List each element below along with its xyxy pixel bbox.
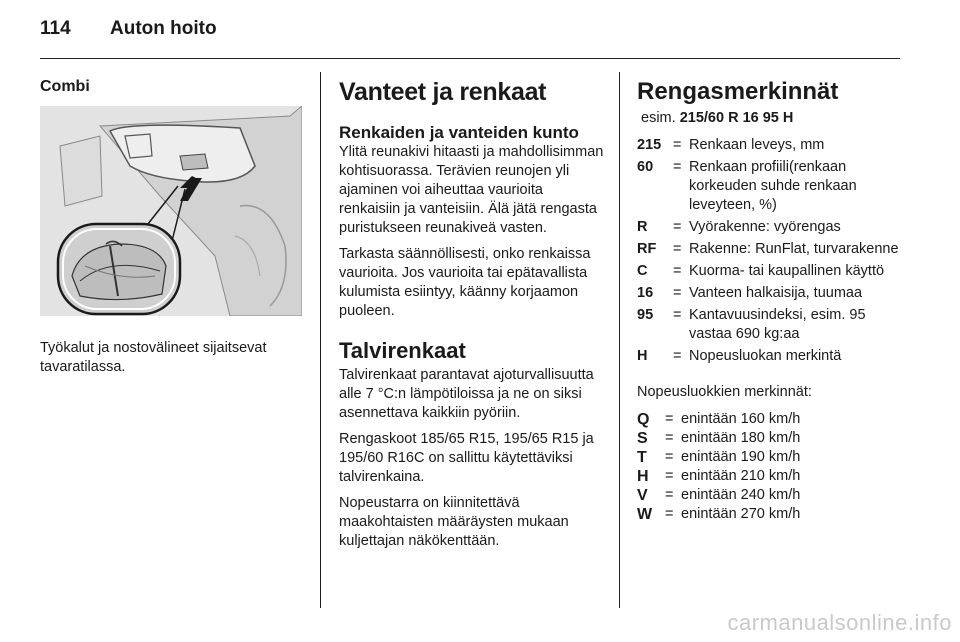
speed-class-desc: enintään 240 km/h bbox=[681, 487, 801, 503]
speed-class-desc: enintään 180 km/h bbox=[681, 430, 801, 446]
marking-desc: Nopeusluokan merkintä bbox=[689, 348, 842, 364]
column-divider-2 bbox=[619, 72, 620, 608]
marking-key: 16 bbox=[637, 285, 654, 301]
markings-list bbox=[637, 136, 912, 369]
speed-class-desc: enintään 270 km/h bbox=[681, 506, 801, 522]
marking-eq: = bbox=[673, 241, 682, 257]
marking-key: 60 bbox=[637, 159, 654, 175]
example-line bbox=[641, 110, 912, 126]
paragraph-winter-safety: Talvirenkaat parantavat ajoturvallisuutta alle 7 °C:n lämpötiloissa ja ne on siksi asennettava kaikkiin pyöriin. bbox=[339, 367, 594, 421]
paragraph-inspect: Tarkasta säännöllisesti, onko renkaissa vaurioita. Jos vaurioita tai epätavallista kulumista esiintyy, käänny korjaamon puoleen. bbox=[339, 246, 591, 319]
speed-class-key: H bbox=[637, 468, 649, 485]
speed-class-desc: enintään 210 km/h bbox=[681, 468, 801, 484]
example-prefix: esim. bbox=[641, 110, 676, 126]
marking-eq: = bbox=[673, 307, 682, 323]
column-3 bbox=[637, 78, 912, 524]
section-title-wheels-tyres: Vanteet ja renkaat bbox=[339, 78, 547, 106]
speed-class-eq: = bbox=[665, 411, 674, 427]
marking-key: C bbox=[637, 263, 648, 279]
watermark: carmanualsonline.info bbox=[727, 610, 952, 635]
speed-class-eq: = bbox=[665, 487, 674, 503]
marking-eq: = bbox=[673, 137, 682, 153]
marking-key: RF bbox=[637, 241, 657, 257]
speed-class-key: Q bbox=[637, 411, 650, 428]
marking-key: 215 bbox=[637, 137, 662, 153]
paragraph-tyre-sizes: Rengaskoot 185/65 R15, 195/65 R15 ja 195/60 R16C on sallittu käytettäviksi talvirenkaina. bbox=[339, 431, 594, 485]
marking-key: R bbox=[637, 219, 648, 235]
speed-class-desc: enintään 190 km/h bbox=[681, 449, 801, 465]
column-divider-1 bbox=[320, 72, 321, 608]
illustration-caption: Työkalut ja nostovälineet sijaitsevat tavaratilassa. bbox=[40, 340, 267, 375]
chapter-title: Auton hoito bbox=[110, 18, 217, 39]
header-rule bbox=[40, 58, 900, 59]
marking-eq: = bbox=[673, 263, 682, 279]
marking-eq: = bbox=[673, 285, 682, 301]
section-title-tyre-markings: Rengasmerkinnät bbox=[637, 78, 839, 105]
combi-heading: Combi bbox=[40, 78, 90, 95]
page-header bbox=[40, 18, 217, 40]
paragraph-kerb: Ylitä reunakivi hitaasti ja mahdollisimman kohtisuorassa. Terävien reunojen yli ajaminen voi aiheuttaa vaurioita renkaisiin ja vanteisiin. Älä jätä rengasta puristukseen reunakiveä vasten. bbox=[339, 144, 604, 236]
marking-desc: Vyörakenne: vyörengas bbox=[689, 219, 841, 235]
paragraph-speed-sticker: Nopeustarra on kiinnitettävä maakohtaisten määräysten mukaan kuljettajan näkökenttään. bbox=[339, 495, 569, 549]
subsection-title-condition: Renkaiden ja vanteiden kunto bbox=[339, 123, 579, 142]
speed-class-key: T bbox=[637, 449, 647, 466]
page-number: 114 bbox=[40, 18, 71, 39]
marking-eq: = bbox=[673, 219, 682, 235]
marking-desc: Renkaan profiili(renkaan korkeuden suhde renkaan leveyteen, %) bbox=[689, 159, 857, 213]
speed-class-key: V bbox=[637, 487, 648, 504]
column-2 bbox=[339, 78, 607, 558]
example-code: 215/60 R 16 95 H bbox=[679, 110, 794, 126]
trunk-tools-illustration bbox=[40, 106, 302, 316]
marking-eq: = bbox=[673, 348, 682, 364]
marking-desc: Renkaan leveys, mm bbox=[689, 137, 825, 153]
section-title-winter-tyres: Talvirenkaat bbox=[339, 338, 466, 363]
marking-key: 95 bbox=[637, 307, 654, 323]
speed-class-desc: enintään 160 km/h bbox=[681, 411, 801, 427]
speed-classes-intro: Nopeusluokkien merkinnät: bbox=[637, 384, 812, 400]
speed-class-key: S bbox=[637, 430, 648, 447]
speed-class-key: W bbox=[637, 506, 653, 523]
marking-desc: Kantavuusindeksi, esim. 95 vastaa 690 kg:aa bbox=[689, 307, 866, 342]
speed-class-eq: = bbox=[665, 468, 674, 484]
marking-desc: Vanteen halkaisija, tuumaa bbox=[689, 285, 863, 301]
speed-classes-list bbox=[637, 410, 912, 524]
speed-class-eq: = bbox=[665, 506, 674, 522]
speed-class-eq: = bbox=[665, 430, 674, 446]
column-1 bbox=[40, 78, 305, 377]
speed-class-eq: = bbox=[665, 449, 674, 465]
marking-eq: = bbox=[673, 159, 682, 175]
marking-key: H bbox=[637, 348, 648, 364]
marking-desc: Kuorma- tai kaupallinen käyttö bbox=[689, 263, 885, 279]
marking-desc: Rakenne: RunFlat, turvarakenne bbox=[689, 241, 899, 257]
